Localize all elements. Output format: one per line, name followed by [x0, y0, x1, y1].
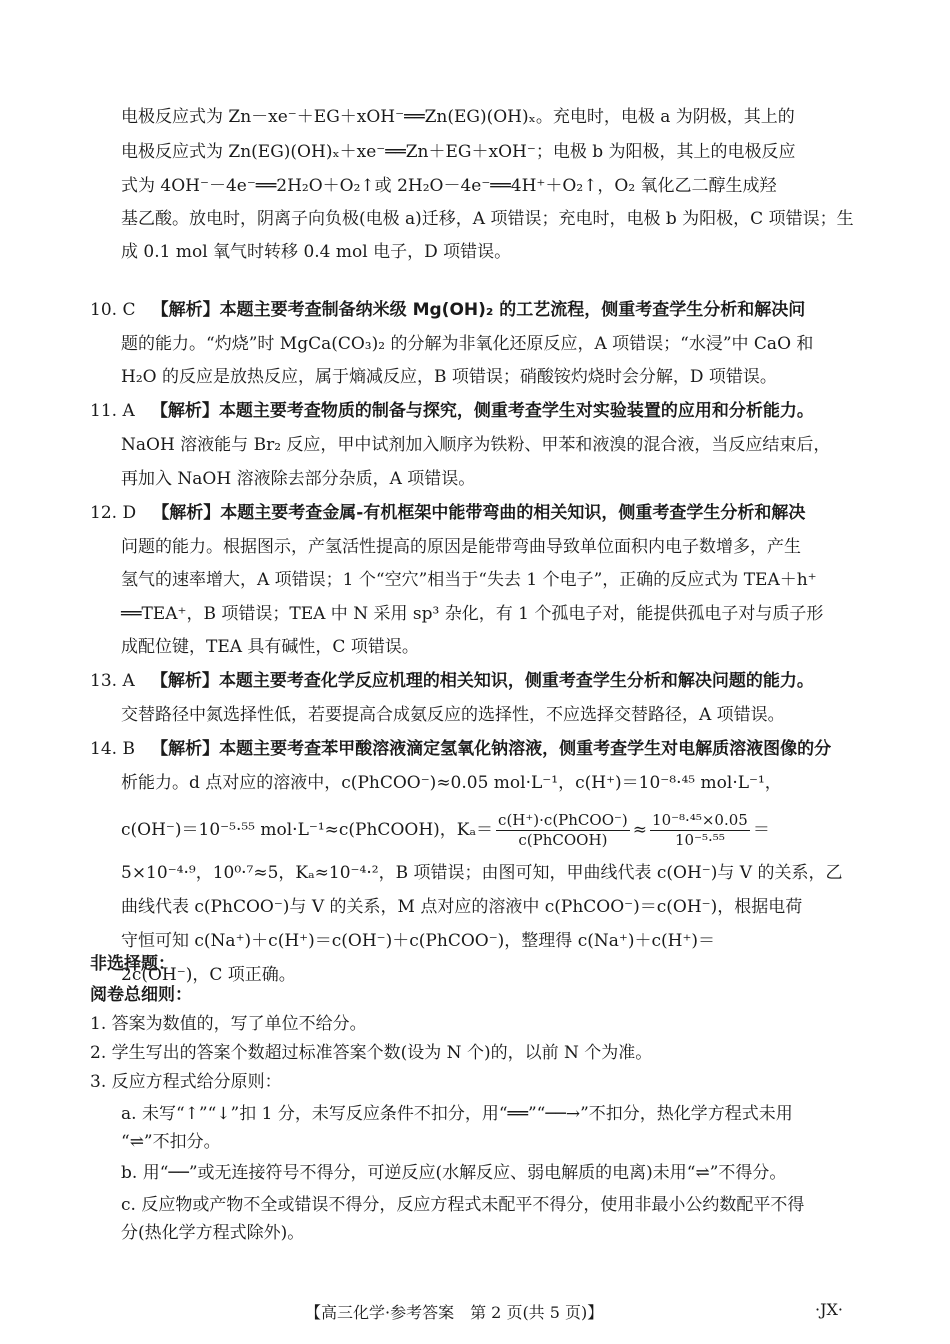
equation-line — [121, 810, 770, 850]
text-line: 守恒可知 c(Na⁺)＋c(H⁺)＝c(OH⁻)＋c(PhCOO⁻)，整理得 c(Na⁺)＋c(H⁺)＝ — [121, 931, 716, 951]
text-line: 本题主要考查制备纳米级 Mg(OH)₂ 的工艺流程，侧重考查学生分析和解决问 — [219, 300, 806, 320]
question-13 — [90, 670, 814, 692]
analysis-tag: 【解析】 — [150, 401, 219, 421]
sub-rule: “⇌”不扣分。 — [121, 1132, 221, 1152]
rule-item: 2. 学生写出的答案个数超过标准答案个数(设为 N 个)的，以前 N 个为准。 — [90, 1043, 653, 1063]
fraction-denominator: 10⁻⁵·⁵⁵ — [675, 831, 725, 849]
text-line: NaOH 溶液能与 Br₂ 反应，甲中试剂加入顺序为铁粉、甲苯和液溴的混合液，当反应结束后， — [121, 435, 831, 455]
approx-sign: ≈ — [632, 820, 648, 840]
analysis-tag: 【解析】 — [150, 671, 219, 691]
question-11 — [90, 400, 814, 422]
fraction-values — [650, 811, 750, 850]
answer-number: 13. A — [90, 671, 135, 691]
answer-number: 12. D — [90, 503, 137, 523]
text-line: 交替路径中氮选择性低，若要提高合成氨反应的选择性，不应选择交替路径，A 项错误。 — [121, 705, 785, 725]
footer-right: ·JX· — [815, 1300, 843, 1319]
fraction-numerator: c(H⁺)·c(PhCOO⁻) — [498, 811, 628, 829]
answer-number: 14. B — [90, 739, 135, 759]
text-line: ══TEA⁺，B 项错误；TEA 中 N 采用 sp³ 杂化，有 1 个孤电子对，能提供孤电子对与质子形 — [121, 604, 824, 624]
equation-left: c(OH⁻)＝10⁻⁵·⁵⁵ mol·L⁻¹≈c(PhCOOH)，Kₐ＝ — [121, 820, 494, 840]
rule-item: 3. 反应方程式给分原则： — [90, 1072, 282, 1092]
text-line: 本题主要考查金属-有机框架中能带弯曲的相关知识，侧重考查学生分析和解决 — [220, 503, 806, 523]
answer-number: 11. A — [90, 401, 135, 421]
rules-title: 阅卷总细则： — [90, 985, 192, 1005]
text-line: 式为 4OH⁻－4e⁻══2H₂O＋O₂↑或 2H₂O－4e⁻══4H⁺＋O₂↑，O₂ 氧化乙二醇生成羟 — [121, 176, 777, 196]
text-line: 析能力。d 点对应的溶液中，c(PhCOO⁻)≈0.05 mol·L⁻¹，c(H⁺)＝10⁻⁸·⁴⁵ mol·L⁻¹， — [121, 773, 782, 793]
question-14 — [90, 738, 831, 760]
footer-center: 【高三化学·参考答案 第 2 页(共 5 页)】 — [305, 1303, 604, 1322]
text-line: 本题主要考查物质的制备与探究，侧重考查学生对实验装置的应用和分析能力。 — [218, 401, 814, 421]
text-line: H₂O 的反应是放热反应，属于熵减反应，B 项错误；硝酸铵灼烧时会分解，D 项错误。 — [121, 367, 777, 387]
sub-rule: b. 用“──”或无连接符号不得分，可逆反应(水解反应、弱电解质的电离)未用“⇌”不得分。 — [121, 1163, 787, 1183]
text-line: 基乙酸。放电时，阴离子向负极(电极 a)迁移，A 项错误；充电时，电极 b 为阳极，C 项错误；生 — [121, 209, 854, 229]
equals-sign: ＝ — [752, 820, 770, 840]
text-line: 题的能力。“灼烧”时 MgCa(CO₃)₂ 的分解为非氧化还原反应，A 项错误；“水浸”中 CaO 和 — [121, 334, 814, 354]
sub-rule: 分(热化学方程式除外)。 — [121, 1223, 305, 1243]
text-line: 成 0.1 mol 氧气时转移 0.4 mol 电子，D 项错误。 — [121, 242, 512, 262]
sub-rule: c. 反应物或产物不全或错误不得分，反应方程式未配平不得分，使用非最小公约数配平不得 — [121, 1195, 805, 1215]
text-line: 再加入 NaOH 溶液除去部分杂质，A 项错误。 — [121, 469, 476, 489]
analysis-tag: 【解析】 — [151, 739, 220, 759]
analysis-tag: 【解析】 — [151, 300, 220, 320]
answer-number: 10. C — [90, 300, 136, 320]
text-line: 成配位键，TEA 具有碱性，C 项错误。 — [121, 637, 419, 657]
text-line: 2c(OH⁻)，C 项正确。 — [121, 965, 296, 985]
fraction-denominator: c(PhCOOH) — [518, 831, 608, 849]
section-title: 非选择题： — [90, 954, 175, 974]
question-10 — [90, 299, 805, 321]
analysis-tag: 【解析】 — [152, 503, 221, 523]
sub-rule: a. 未写“↑”“↓”扣 1 分，未写反应条件不扣分，用“══”“──→”不扣分，热化学方程式未用 — [121, 1104, 793, 1124]
fraction-ka — [496, 811, 630, 850]
text-line: 问题的能力。根据图示，产氢活性提高的原因是能带弯曲导致单位面积内电子数增多，产生 — [121, 537, 801, 557]
text-line: 电极反应式为 Zn(EG)(OH)ₓ＋xe⁻══Zn＋EG＋xOH⁻；电极 b 为阳极，其上的电极反应 — [121, 142, 796, 162]
question-12 — [90, 502, 805, 524]
text-line: 本题主要考查化学反应机理的相关知识，侧重考查学生分析和解决问题的能力。 — [218, 671, 814, 691]
text-line: 氢气的速率增大，A 项错误；1 个“空穴”相当于“失去 1 个电子”，正确的反应式为 TEA＋h⁺ — [121, 570, 817, 590]
text-line: 5×10⁻⁴·⁹，10⁰·⁷≈5，Kₐ≈10⁻⁴·²，B 项错误；由图可知，甲曲线代表 c(OH⁻)与 V 的关系，乙 — [121, 863, 843, 883]
text-line: 电极反应式为 Zn－xe⁻＋EG＋xOH⁻══Zn(EG)(OH)ₓ。充电时，电极 a 为阴极，其上的 — [121, 107, 795, 127]
rule-item: 1. 答案为数值的，写了单位不给分。 — [90, 1014, 367, 1034]
fraction-numerator: 10⁻⁸·⁴⁵×0.05 — [652, 811, 748, 829]
text-line: 曲线代表 c(PhCOO⁻)与 V 的关系，M 点对应的溶液中 c(PhCOO⁻)＝c(OH⁻)，根据电荷 — [121, 897, 803, 917]
text-line: 本题主要考查苯甲酸溶液滴定氢氧化钠溶液，侧重考查学生对电解质溶液图像的分 — [219, 739, 832, 759]
